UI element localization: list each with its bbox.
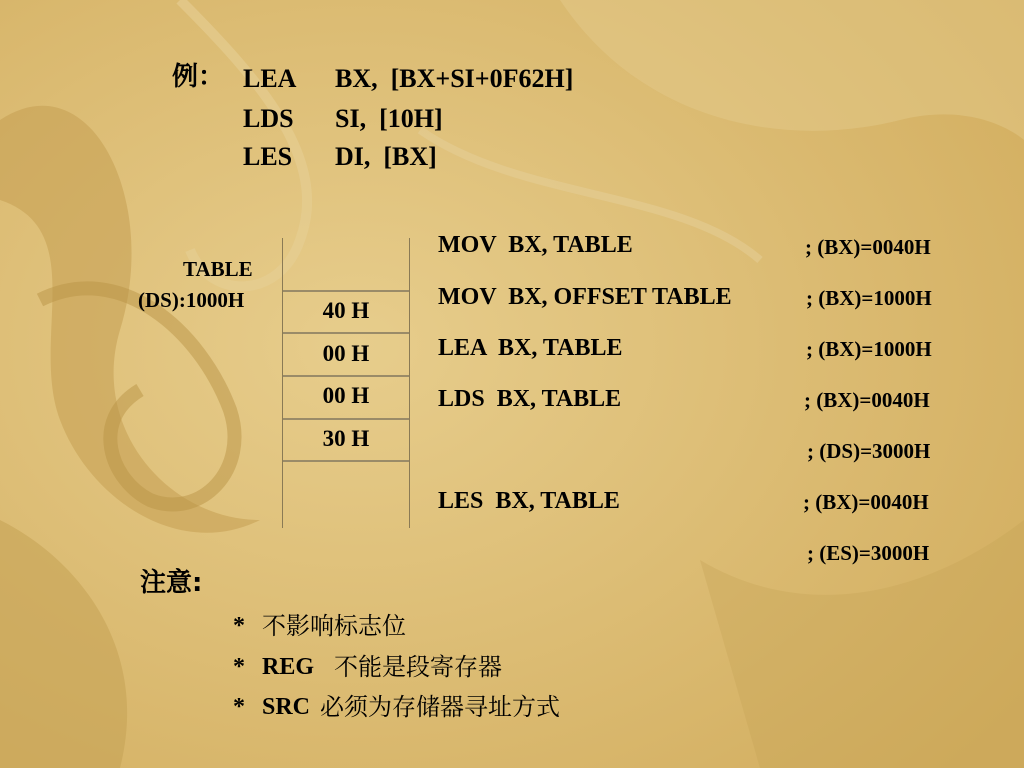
note-text-1: 不影响标志位 (262, 612, 406, 640)
code-comment-6: ; (BX)=0040H (803, 490, 929, 514)
memory-cell: 40 H (322, 298, 370, 323)
note-prefix-3: SRC (262, 694, 311, 720)
note-bullet: * (233, 613, 245, 639)
example-line-2-args: SI, [10H] (335, 104, 443, 133)
memory-divider (283, 290, 409, 292)
example-line-3-op: LES (243, 142, 293, 171)
memory-right-border (409, 238, 410, 528)
memory-divider (283, 375, 409, 377)
code-instruction-6: LES BX, TABLE (438, 488, 620, 514)
table-label: TABLE (183, 257, 253, 281)
memory-cell: 30 H (322, 426, 370, 451)
note-prefix-2: REG (262, 654, 315, 680)
table-address-label: (DS):1000H (138, 288, 245, 312)
code-comment-3: ; (BX)=1000H (806, 337, 932, 361)
code-instruction-1: MOV BX, TABLE (438, 232, 633, 258)
example-line-3-args: DI, [BX] (335, 142, 437, 171)
memory-divider (283, 418, 409, 420)
note-text-2: 不能是段寄存器 (334, 653, 502, 681)
memory-cell: 00 H (322, 383, 370, 408)
code-comment-4: ; (BX)=0040H (804, 388, 930, 412)
note-text-3: 必须为存储器寻址方式 (320, 693, 560, 721)
notes-title: 注意: (140, 568, 203, 598)
example-line-1-args: BX, [BX+SI+0F62H] (335, 64, 574, 93)
code-instruction-3: LEA BX, TABLE (438, 335, 623, 361)
memory-divider (283, 332, 409, 334)
code-instruction-4: LDS BX, TABLE (438, 386, 622, 412)
code-comment-7: ; (ES)=3000H (807, 541, 930, 565)
example-label: 例： (172, 62, 225, 92)
code-comment-5: ; (DS)=3000H (807, 439, 931, 463)
example-line-2-op: LDS (243, 104, 294, 133)
note-bullet: * (233, 694, 245, 720)
code-comment-1: ; (BX)=0040H (805, 235, 931, 259)
code-comment-2: ; (BX)=1000H (806, 286, 932, 310)
example-line-1-op: LEA (243, 64, 297, 93)
memory-divider (283, 460, 409, 462)
note-bullet: * (233, 654, 245, 680)
code-instruction-2: MOV BX, OFFSET TABLE (438, 284, 732, 310)
memory-cell: 00 H (322, 341, 370, 366)
